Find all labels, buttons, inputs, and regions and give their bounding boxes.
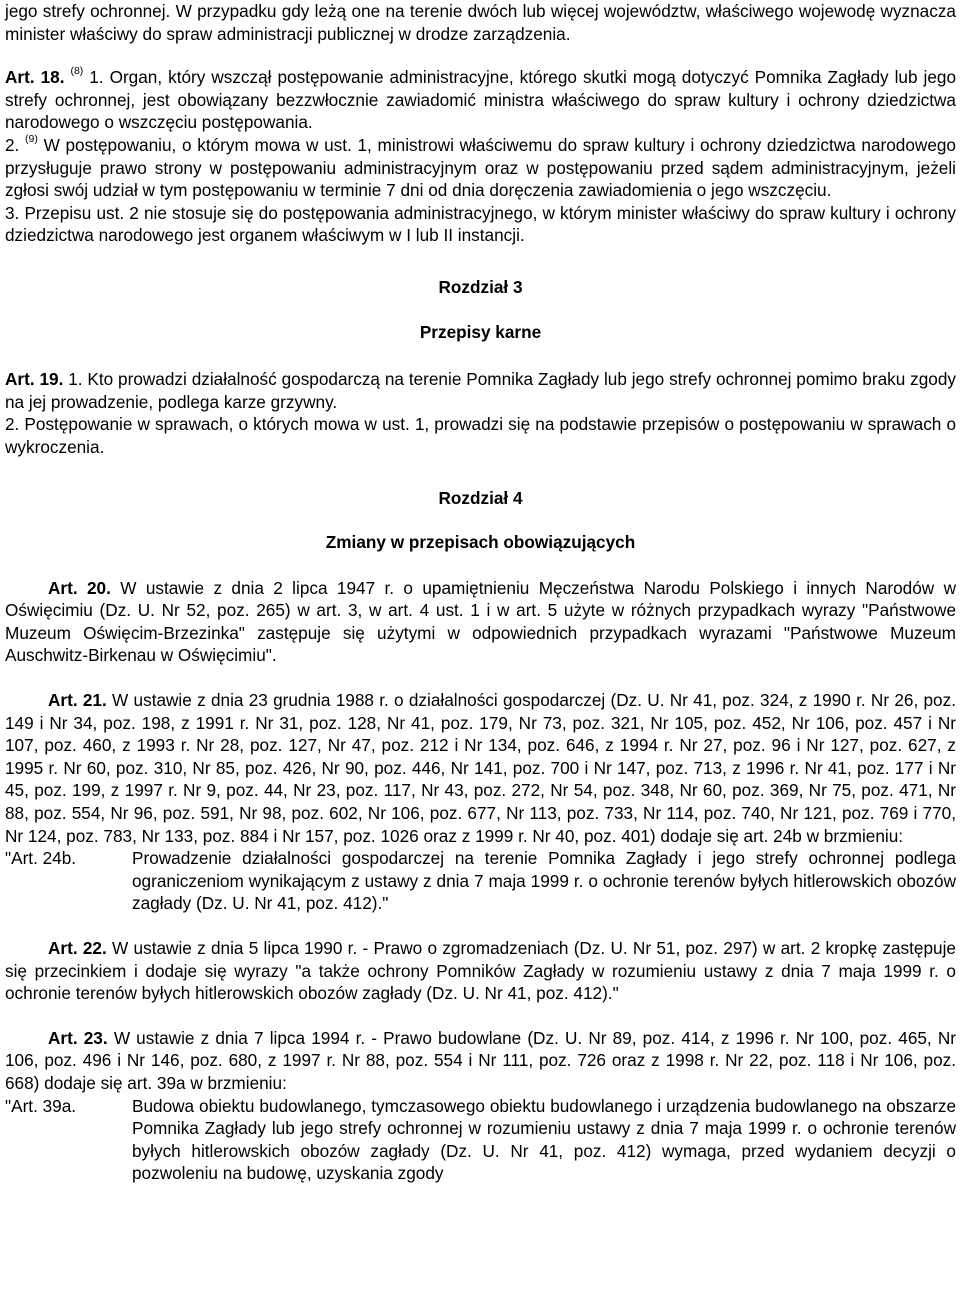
footnote-ref-9: (9) [25,133,38,146]
footnote-ref-8: (8) [70,65,84,78]
art-18-paragraph-3: 3. Przepisu ust. 2 nie stosuje się do postępowania administracyjnego, w którym minister właściwy do spraw kultury i ochrony dziedzictwa narodowego jest organem właściwym w I lub II instancji. [5,202,956,246]
art-18-paragraph-1 [5,66,956,134]
art-19-text-1: 1. Kto prowadzi działalność gospodarczą na terenie Pomnika Zagłady lub jego strefy ochronnej pomimo braku zgody na jej prowadzenie, podlega karze grzywny. [5,369,956,412]
art-22-label: Art. 22. [48,938,107,958]
art-39a-quote-label: "Art. 39a. [5,1095,77,1116]
art-20-paragraph [5,577,956,667]
art-23-paragraph [5,1027,956,1095]
document-page [5,0,956,1185]
art-19-paragraph-1 [5,368,956,413]
continuation-paragraph: jego strefy ochronnej. W przypadku gdy leżą one na terenie dwóch lub więcej województw, właściwego wojewodę wyznacza minister właściwy do spraw administracji publicznej w drodze zarządzenia. [5,1,956,44]
art-22-paragraph [5,937,956,1005]
art-21-label: Art. 21. [48,690,107,711]
art-24b-quote-text: Prowadzenie działalności gospodarczej na terenie Pomnika Zagłady i jego strefy ochronnej podlega ograniczeniom wynikającym z ustawy z dnia 7 maja 1999 r. o ochronie terenów byłych hitlerowskich obozów zagłady (Dz. U. Nr 41, poz. 412)." [132,848,956,914]
art-21-text: W ustawie z dnia 23 grudnia 1988 r. o działalności gospodarczej (Dz. U. Nr 41, poz. 324, z 1990 r. Nr 26, poz. 149 i Nr 34, poz. 198, z 1991 r. Nr 31, poz. 128, Nr 41, poz. 179, Nr 73, poz. 321, Nr 105, poz. 452, Nr 106, poz. 457 i Nr 107, poz. 460, z 1993 r. Nr 28, poz. 127, Nr 47, poz. 212 i Nr 134, poz. 646, z 1994 r. Nr 27, poz. 96 i Nr 127, poz. 627, z 1995 r. Nr 60, poz. 310, Nr 85, poz. 426, Nr 90, poz. 446, Nr 141, poz. 700 i Nr 147, poz. 713, z 1996 r. Nr 41, poz. 177 i Nr 45, poz. 199, z 1997 r. Nr 9, poz. 44, Nr 23, poz. 117, Nr 43, poz. 272, Nr 54, poz. 348, Nr 60, poz. 369, Nr 75, poz. 471, Nr 88, poz. 554, Nr 96, poz. 591, Nr 98, poz. 602, Nr 106, poz. 677, Nr 113, poz. 733, Nr 114, poz. 740, Nr 121, poz. 769 i 770, Nr 124, poz. 783, Nr 133, poz. 884 i Nr 157, poz. 1026 oraz z 1999 r. Nr 40, poz. 401) dodaje się art. 24b w brzmieniu: [5,690,956,846]
art-24b-quote [5,847,956,915]
art-18-label: Art. 18. [5,67,65,88]
art-23-text: W ustawie z dnia 7 lipca 1994 r. - Prawo budowlane (Dz. U. Nr 89, poz. 414, z 1996 r. Nr 100, poz. 465, Nr 106, poz. 496 i Nr 146, poz. 680, z 1997 r. Nr 88, poz. 554 i Nr 111, poz. 726 oraz z 1998 r. Nr 22, poz. 118 i Nr 106, poz. 668) dodaje się art. 39a w brzmieniu: [5,1027,956,1093]
art-23-label: Art. 23. [48,1027,108,1048]
art-18-text-1: 1. Organ, który wszczął postępowanie administracyjne, którego skutki mogą dotyczyć Pomnika Zagłady lub jego strefy ochronnej, jest obowiązany bezzwłocznie zawiadomić ministra właściwego do spraw kultury i ochrony dziedzictwa narodowego o wszczęciu postępowania. [5,67,957,133]
art-22-text: W ustawie z dnia 5 lipca 1990 r. - Prawo o zgromadzeniach (Dz. U. Nr 51, poz. 297) w art. 2 kropkę zastępuje się przecinkiem i dodaje się wyrazy "a także ochrony Pomników Zagłady w rozumieniu ustawy z dnia 7 maja 1999 r. o ochronie terenów byłych hitlerowskich obozów zagłady (Dz. U. Nr 41, poz. 412)." [5,938,956,1004]
art-39a-quote-text: Budowa obiektu budowlanego, tymczasowego obiektu budowlanego i urządzenia budowlanego na obszarze Pomnika Zagłady lub jego strefy ochronnej w rozumieniu ustawy z dnia 7 maja 1999 r. o ochronie terenów byłych hitlerowskich obozów zagłady (Dz. U. Nr 41, poz. 412) wymaga, przed wydaniem decyzji o pozwoleniu na budowę, uzyskania zgody [132,1095,956,1184]
art-21-paragraph [5,689,956,847]
chapter-3-subtitle: Przepisy karne [419,321,542,342]
chapter-3-title: Rozdział 3 [438,276,523,297]
art-20-label: Art. 20. [48,577,111,598]
art-20-text: W ustawie z dnia 2 lipca 1947 r. o upamiętnieniu Męczeństwa Narodu Polskiego i innych Narodów w Oświęcimiu (Dz. U. Nr 52, poz. 265) w art. 3, w art. 4 ust. 1 i w art. 5 użyte w różnych przypadkach wyrazy "Państwowe Muzeum Oświęcim-Brzezinka" zastępuje się użytymi w odpowiednich przypadkach wyrazami "Państwowe Muzeum Auschwitz-Birkenau w Oświęcimiu". [5,577,956,666]
art-19-label: Art. 19. [5,369,64,390]
art-19-paragraph-2: 2. Postępowanie w sprawach, o których mowa w ust. 1, prowadzi się na podstawie przepisów o postępowaniu w sprawach o wykroczenia. [5,414,956,457]
art-39a-quote [5,1095,956,1185]
art-18-paragraph-2 [5,134,956,202]
art-18-text-2: W postępowaniu, o którym mowa w ust. 1, ministrowi właściwemu do spraw kultury i ochrony dziedzictwa narodowego przysługuje prawo strony w postępowaniu administracyjnym oraz w postępowaniu przed sądem administracyjnym, jeżeli zgłosi swój udział w tym postępowaniu w terminie 7 dni od dnia doręczenia zawiadomienia o jego wszczęciu. [5,134,956,201]
art-24b-quote-label: "Art. 24b. [5,848,77,869]
art-18-num-2: 2. [5,134,20,155]
chapter-4-subtitle: Zmiany w przepisach obowiązujących [325,532,636,553]
chapter-4-title: Rozdział 4 [438,487,523,508]
